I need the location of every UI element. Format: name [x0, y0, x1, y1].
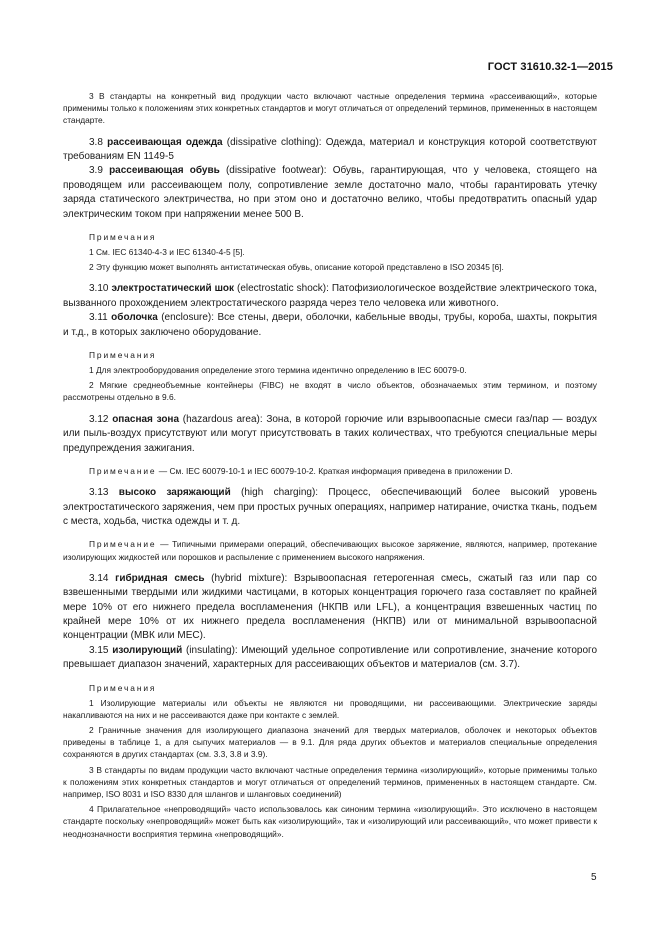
note-item: 4 Прилагательное «непроводящий» часто использовалось как синоним термина «изолирующий». Это исключено в настоящем стандарте поскольку «непроводящий» может быть как «изолирующий», так и «изолирующий или рассеивающий», что может привести к неоднозначности восприятия термина «непроводящий».: [63, 804, 597, 839]
definition-number: 3.12: [89, 413, 109, 425]
note-label: Примечание: [89, 539, 157, 550]
definition-term: рассеивающая одежда: [107, 136, 223, 148]
page-number: 5: [591, 872, 597, 883]
note-item: 1 Изолирующие материалы или объекты не являются ни проводящими, ни рассеивающими. Электрические заряды накапливаются на них и не рассеиваются даже при контакте с землей.: [63, 697, 597, 720]
definition-number: 3.9: [89, 165, 103, 177]
definition-3-14: [63, 572, 597, 644]
notes-heading: Примечания: [89, 682, 157, 693]
definition-text: (electrostatic shock): Патофизиологическое воздействие электрического тока, вызванного прохождением электростатического разряда через тело человека или животного.: [63, 283, 598, 309]
definition-number: 3.8: [89, 136, 103, 148]
definition-text: (hazardous area): Зона, в которой горючие или взрывоопасные смеси газ/пар — воздух или пыль-воздух присутствуют или могут присутствовать в таких количествах, что требуются специальные меры предупреждения зажигания.: [63, 413, 598, 454]
note-item: 3 В стандарты по видам продукции часто включают частные определения термина «изолирующий», которые применимы только к положениям этих конкретных стандартов и могут отличаться от определений терминов, примененных в настоящем стандарте. См. например, ISO 8031 и ISO 8330 для шлангов и шланговых соединений): [63, 764, 597, 799]
definition-term: высоко заряжающий: [118, 487, 231, 499]
definition-3-8: [63, 136, 597, 165]
definition-number: 3.13: [89, 487, 109, 499]
definition-3-15: [63, 644, 597, 673]
definition-term: гибридная смесь: [115, 572, 205, 584]
definition-number: 3.11: [89, 312, 108, 324]
definition-3-13: [63, 486, 597, 529]
definition-text: (hybrid mixture): Взрывоопасная гетерогенная смесь, сжатый газ или пар со взвешенными твердыми или жидкими частицами, в которых концентрация горючего газа составляет по крайней мере 10% от его нижнего предела воспламенения (НКПВ или LFL), а концентрация взвешенных частиц по крайней мере 10% от их нижнего предела воспламенения (НКПВ) или от минимальной взрывоопасной концентрации (МВК или MEC).: [63, 572, 597, 642]
definition-term: изолирующий: [112, 644, 183, 656]
definition-number: 3.10: [89, 283, 109, 295]
notes-heading: Примечания: [89, 350, 157, 361]
definition-3-9: [63, 164, 597, 222]
definition-term: оболочка: [111, 312, 158, 324]
definition-number: 3.15: [89, 644, 109, 656]
definition-3-11: [63, 311, 597, 340]
note-item: 2 Эту функцию может выполнять антистатическая обувь, описание которой представлено в ISO 20345 [6].: [89, 262, 504, 273]
note-item: 2 Граничные значения для изолирующего диапазона значений для твердых материалов, оболочек и некоторых объектов приведены в таблице 1, а для сыпучих материалов — в 9.1. Для ряда других объектов и материалов специальные определения сохраняются в других стандартах (см. 3.3, 3.8 и 3.9).: [63, 724, 597, 760]
definition-text: (enclosure): Все стены, двери, оболочки, кабельные вводы, трубы, короба, шахты, покрытия и т.д., в которых заключено оборудование.: [63, 312, 597, 338]
note-3-13: [63, 538, 597, 562]
standard-header: ГОСТ 31610.32-1—2015: [487, 61, 613, 73]
definition-text: (dissipative clothing): Одежда, материал и конструкция которой соответствуют требованиям EN 1149-5: [63, 136, 598, 163]
note-3-12: [63, 465, 597, 477]
definition-3-10: [63, 282, 597, 311]
note-text: — См. IEC 60079-10-1 и IEC 60079-10-2. Краткая информация приведена в приложении D.: [156, 465, 513, 476]
note-item: 2 Мягкие среднеобъемные контейнеры (FIBC) не входят в число объектов, обозначаемых этим термином, и поэтому рассмотрены отдельно в 9.6.: [63, 380, 597, 403]
definition-text: (dissipative footwear): Обувь, гарантирующая, что у человека, стоящего на проводящем или рассеивающем полу, сопротивление земле достаточно мало, чтобы гарантировать утечку заряда статического электричества, но при этом оно и достаточно велико, чтобы предотвратить опасный удар электрическим током при напряжении менее 500 В.: [63, 165, 597, 220]
note-item: 1 См. IEC 61340-4-3 и IEC 61340-4-5 [5].: [89, 247, 245, 258]
definition-number: 3.14: [89, 572, 109, 584]
definition-text: (insulating): Имеющий удельное сопротивление или сопротивление, значение которого превышает диапазон значений, характерных для рассеивающих объектов и материалов (см. 3.7).: [63, 644, 597, 671]
definition-term: электростатический шок: [111, 283, 235, 295]
notes-heading: Примечания: [89, 232, 157, 243]
definition-3-12: [63, 413, 597, 456]
note-dissipative-product-standards: 3 В стандарты на конкретный вид продукции часто включают частные определения термина «рассеивающий», которые применимы только к положениям этих конкретных стандартов и могут отличаться от определений терминов, примененных в настоящем стандарте.: [63, 91, 597, 126]
definition-term: опасная зона: [112, 413, 180, 425]
note-text: — Типичными примерами операций, обеспечивающих высокое заряжение, являются, например, протекание изолирующих жидкостей или порошков и распыление с применением высокого напряжения.: [63, 539, 597, 562]
definition-term: рассеивающая обувь: [109, 165, 220, 177]
note-item: 1 Для электрооборудования определение этого термина идентично определению в IEC 60079-0.: [89, 365, 467, 376]
note-label: Примечание: [89, 465, 157, 476]
page-content: [63, 90, 597, 840]
definition-text: (high charging): Процесс, обеспечивающий более высокий уровень электростатического заряжения, чем при простых ручных операциях, например натирание, очистка ткань, подъем с места, ходьба, чистка одежды и т. д.: [63, 487, 598, 527]
